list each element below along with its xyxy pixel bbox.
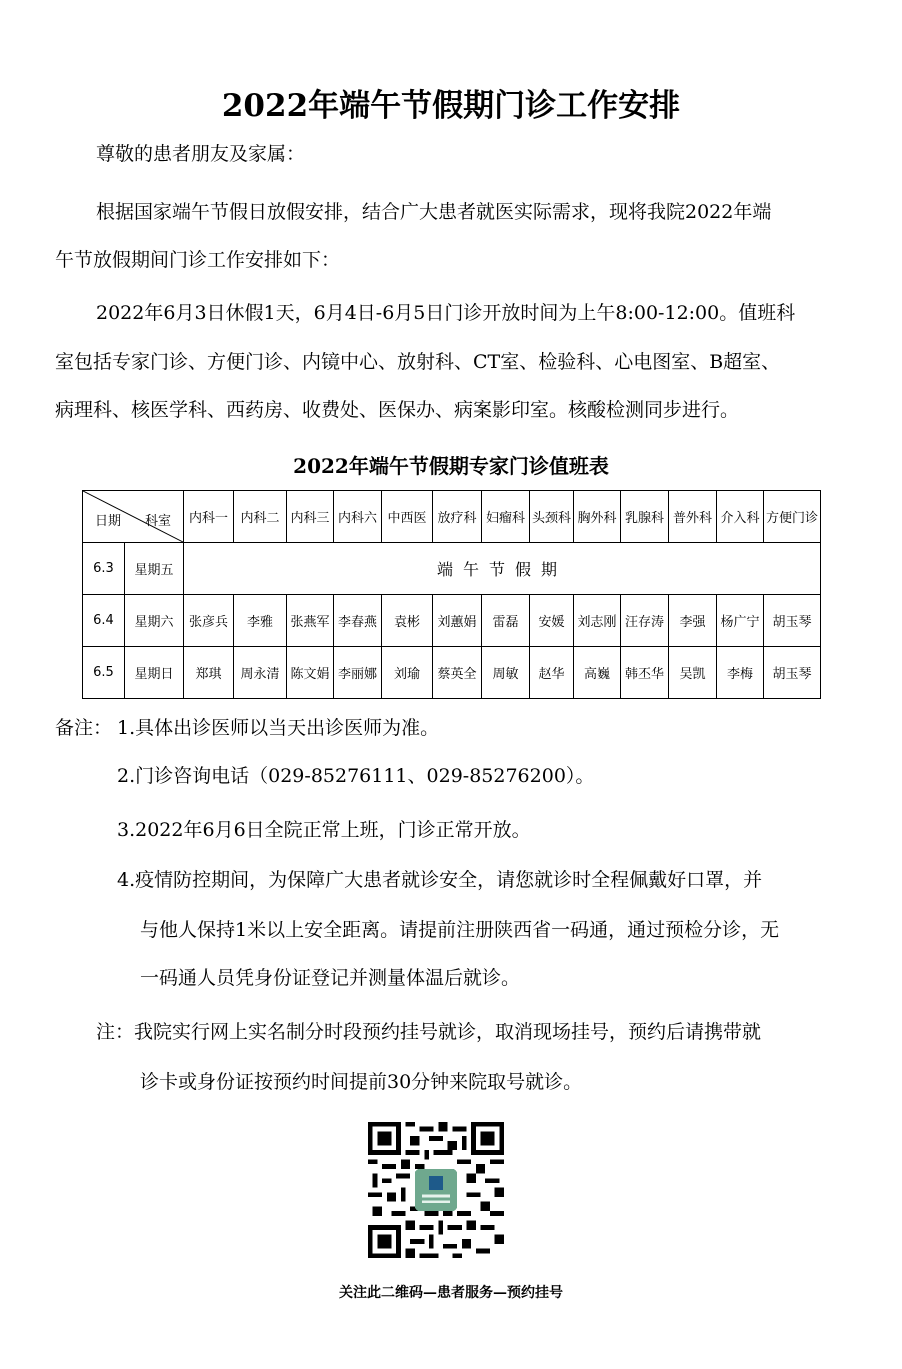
doctor-cell: 蔡英全 <box>433 647 482 699</box>
weekday-cell: 星期日 <box>125 647 184 699</box>
doctor-cell: 高巍 <box>574 647 621 699</box>
doctor-cell: 李春燕 <box>334 595 382 647</box>
doctor-cell: 周敏 <box>482 647 530 699</box>
weekday-cell: 星期六 <box>125 595 184 647</box>
doctor-cell: 韩丕华 <box>621 647 669 699</box>
schedule-line-1: 2022年6月3日休假1天，6月4日-6月5日门诊开放时间为上午8:00-12:00。值班科 <box>96 302 796 324</box>
dept-header: 普外科 <box>669 491 717 543</box>
table-row <box>83 647 821 699</box>
date-cell: 6.4 <box>83 595 125 647</box>
intro-line-2: 午节放假期间门诊工作安排如下： <box>55 249 341 271</box>
dept-header: 中西医 <box>382 491 433 543</box>
doctor-cell: 汪存涛 <box>621 595 669 647</box>
doctor-cell: 安媛 <box>530 595 574 647</box>
doctor-cell: 李梅 <box>717 647 764 699</box>
doctor-cell: 张彦兵 <box>184 595 234 647</box>
doctor-cell: 郑琪 <box>184 647 234 699</box>
corner-date-label: 日期 <box>95 514 122 529</box>
doctor-cell: 刘瑜 <box>382 647 433 699</box>
table-title: 2022年端午节假期专家门诊值班表 <box>293 454 609 478</box>
duty-table <box>82 490 821 699</box>
note-item-4-line-3: 一码通人员凭身份证登记并测量体温后就诊。 <box>140 967 521 989</box>
doctor-cell: 张燕军 <box>287 595 334 647</box>
dept-header: 妇瘤科 <box>482 491 530 543</box>
dept-header: 内科二 <box>234 491 287 543</box>
remark-line-1: 注：我院实行网上实名制分时段预约挂号就诊，取消现场挂号，预约后请携带就 <box>96 1021 762 1043</box>
note-item: 2.门诊咨询电话（029-85276111、029-85276200）。 <box>117 765 595 787</box>
dept-header: 放疗科 <box>433 491 482 543</box>
corner-cell <box>83 491 184 543</box>
dept-header: 内科六 <box>334 491 382 543</box>
doctor-cell: 周永清 <box>234 647 287 699</box>
table-row <box>83 595 821 647</box>
dept-header: 乳腺科 <box>621 491 669 543</box>
doctor-cell: 李雅 <box>234 595 287 647</box>
doctor-cell: 赵华 <box>530 647 574 699</box>
corner-dept-label: 科室 <box>144 514 171 529</box>
doctor-cell: 袁彬 <box>382 595 433 647</box>
doctor-cell: 胡玉琴 <box>764 647 821 699</box>
doctor-cell: 胡玉琴 <box>764 595 821 647</box>
table-row <box>83 543 821 595</box>
doctor-cell: 雷磊 <box>482 595 530 647</box>
notes-label: 备注： <box>55 717 113 739</box>
dept-header: 内科一 <box>184 491 234 543</box>
note-item-4-line-2: 与他人保持1米以上安全距离。请提前注册陕西省一码通，通过预检分诊，无 <box>140 919 780 941</box>
greeting: 尊敬的患者朋友及家属： <box>96 143 306 165</box>
schedule-line-2: 室包括专家门诊、方便门诊、内镜中心、放射科、CT室、检验科、心电图室、B超室、 <box>55 351 781 373</box>
doctor-cell: 刘志刚 <box>574 595 621 647</box>
dept-header: 头颈科 <box>530 491 574 543</box>
dept-header: 胸外科 <box>574 491 621 543</box>
doctor-cell: 杨广宁 <box>717 595 764 647</box>
note-item-4-line-1: 4.疫情防控期间，为保障广大患者就诊安全，请您就诊时全程佩戴好口罩，并 <box>117 869 763 891</box>
schedule-line-3: 病理科、核医学科、西药房、收费处、医保办、病案影印室。核酸检测同步进行。 <box>55 399 740 421</box>
page-title: 2022年端午节假期门诊工作安排 <box>221 88 681 124</box>
doctor-cell: 陈文娟 <box>287 647 334 699</box>
qr-code-icon[interactable] <box>368 1122 504 1258</box>
weekday-cell: 星期五 <box>125 543 184 595</box>
doctor-cell: 李丽娜 <box>334 647 382 699</box>
note-item: 1.具体出诊医师以当天出诊医师为准。 <box>117 717 440 739</box>
doctor-cell: 李强 <box>669 595 717 647</box>
dept-header: 方便门诊 <box>764 491 821 543</box>
qr-caption: 关注此二维码—患者服务—预约挂号 <box>339 1285 563 1301</box>
dept-header: 内科三 <box>287 491 334 543</box>
table-header-row <box>83 491 821 543</box>
doctor-cell: 吴凯 <box>669 647 717 699</box>
date-cell: 6.3 <box>83 543 125 595</box>
dept-header: 介入科 <box>717 491 764 543</box>
remark-line-2: 诊卡或身份证按预约时间提前30分钟来院取号就诊。 <box>140 1071 583 1093</box>
date-cell: 6.5 <box>83 647 125 699</box>
doctor-cell: 刘蕙娟 <box>433 595 482 647</box>
intro-line-1: 根据国家端午节假日放假安排，结合广大患者就医实际需求，现将我院2022年端 <box>96 201 772 223</box>
holiday-cell: 端午节假期 <box>184 543 821 595</box>
note-item: 3.2022年6月6日全院正常上班，门诊正常开放。 <box>117 819 531 841</box>
